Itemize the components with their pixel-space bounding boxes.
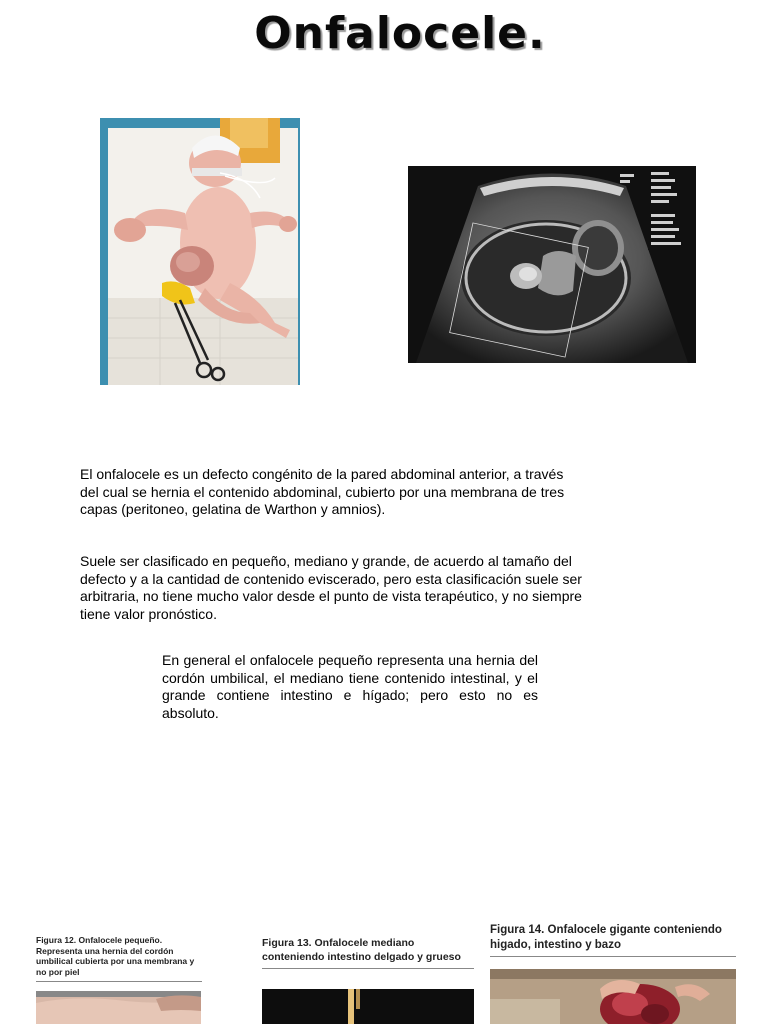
paragraph-definition: El onfalocele es un defecto congénito de la pared abdominal anterior, a través del cual se hernia el contenido abdominal, cubierto por una membrana de tres capas (peritoneo, gelatina de Warthon y amnios). [80, 466, 565, 517]
figure-12-photo [36, 991, 201, 1024]
figure-12-caption: Figura 12. Onfalocele pequeño. Representa una hernia del cordón umbilical cubierta por una membrana y no por piel [36, 935, 202, 982]
newborn-omphalocele-photo [100, 118, 300, 385]
paragraph-contents: En general el onfalocele pequeño representa una hernia del cordón umbilical, el mediano tiene contenido intestinal, y el grande contiene intestino e hígado; pero esto no es absoluto. [162, 652, 538, 721]
figure-14-caption: Figura 14. Onfalocele gigante conteniendo higado, intestino y bazo [490, 923, 736, 957]
figure-14-photo [490, 969, 736, 1024]
paragraph-classification: Suele ser clasificado en pequeño, mediano y grande, de acuerdo al tamaño del defecto y a la cantidad de contenido eviscerado, pero esta clasificación suele ser arbitraria, no tiene mucho valor desde el punto de vista terapéutico, y no siempre tiene valor pronóstico. [80, 553, 582, 622]
figure-13-photo [262, 989, 474, 1024]
prenatal-ultrasound-image [408, 166, 696, 363]
figure-13-caption: Figura 13. Onfalocele mediano conteniendo intestino delgado y grueso [262, 936, 474, 969]
page-title: Onfalocele. [254, 8, 546, 59]
